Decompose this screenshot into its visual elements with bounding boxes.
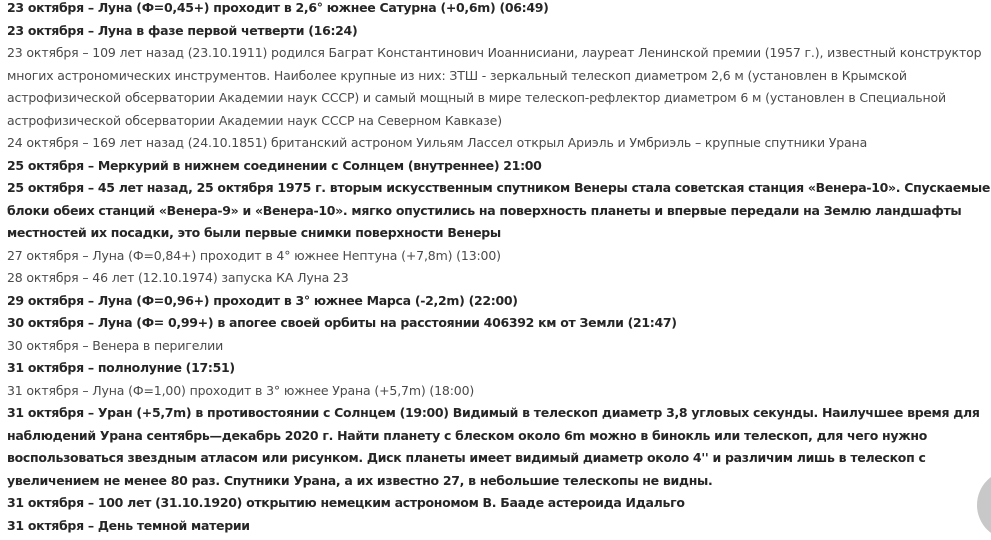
event-item: 23 октября – 109 лет назад (23.10.1911) родился Баграт Константинович Иоаннисиани, лауреат Ленинской премии (1957 г.), известный конструктор многих астрономических инструментов. Наиболее крупные из них: ЗТШ - зеркальный телескоп диаметром 2,6 м (установлен в Крымской астрофизической обсерватории Академии наук СССР) и самый мощный в мире телескоп-рефлектор диаметром 6 м (установлен в Специальной астрофизической обсерватории Академии наук СССР на Северном Кавказе) [7, 45, 982, 128]
event-item: 31 октября – 100 лет (31.10.1920) открытию немецким астрономом В. Бааде астероида Идальго [7, 495, 685, 510]
event-item: 24 октября – 169 лет назад (24.10.1851) британский астроном Уильям Лассел открыл Ариэль и Умбриэль – крупные спутники Урана [7, 135, 868, 150]
event-item: 31 октября – День темной материи [7, 517, 250, 533]
event-item: 25 октября – 45 лет назад, 25 октября 1975 г. вторым искусственным спутником Венеры стала советская станция «Венера-10». Спускаемые блоки обеих станций «Венера-9» и «Венера-10». мягко опустились на поверхность планеты и впервые передали на Землю ландшафты местностей их посадки, это были первые снимки поверхности Венеры [7, 180, 991, 240]
event-item: 28 октября – 46 лет (12.10.1974) запуска КА Луна 23 [7, 270, 349, 285]
event-item: 25 октября – Меркурий в нижнем соединении с Солнцем (внутреннее) 21:00 [7, 157, 542, 173]
event-item: 31 октября – Уран (+5,7m) в противостоянии с Солнцем (19:00) Видимый в телескоп диаметр 3,8 угловых секунды. Наилучшее время для наблюдений Урана сентябрь—декабрь 2020 г. Найти планету с блеском около 6m можно в бинокль или телескоп, для чего нужно воспользоваться звездным атласом или рисунком. Диск планеты имеет видимый диаметр около 4'' и различим лишь в телескоп с увеличением не менее 80 раз. Спутники Урана, а их известно 27, в небольшие телескопы не видны. [7, 405, 980, 488]
event-list [7, 0, 991, 537]
event-item: 27 октября – Луна (Ф=0,84+) проходит в 4° южнее Нептуна (+7,8m) (13:00) [7, 247, 501, 263]
event-item: 31 октября – полнолуние (17:51) [7, 360, 235, 375]
event-item: 23 октября – Луна (Ф=0,45+) проходит в 2,6° южнее Сатурна (+0,6m) (06:49) [7, 0, 549, 15]
event-item: 30 октября – Луна (Ф= 0,99+) в апогее своей орбиты на расстоянии 406392 км от Земли (21:47) [7, 315, 677, 330]
event-item: 23 октября – Луна в фазе первой четверти (16:24) [7, 22, 358, 38]
event-item: 30 октября – Венера в перигелии [7, 337, 224, 353]
event-item: 29 октября – Луна (Ф=0,96+) проходит в 3° южнее Марса (-2,2m) (22:00) [7, 292, 518, 308]
event-item: 31 октября – Луна (Ф=1,00) проходит в 3° южнее Урана (+5,7m) (18:00) [7, 382, 475, 398]
